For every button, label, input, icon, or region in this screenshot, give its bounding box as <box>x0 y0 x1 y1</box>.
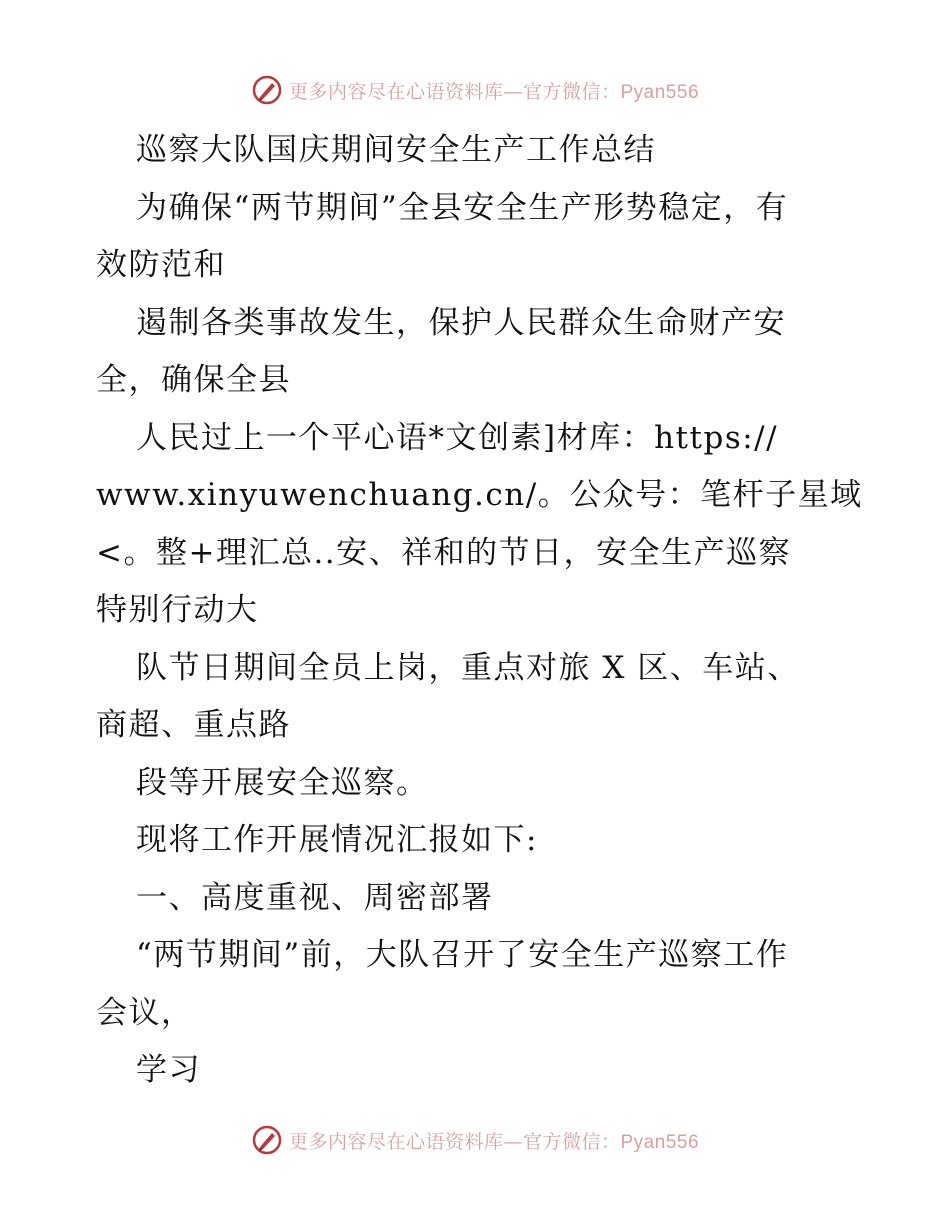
document-body <box>96 122 863 1100</box>
paragraph-line: 效防范和 <box>96 247 226 283</box>
paragraph-line: 商超、重点路 <box>96 707 291 743</box>
paragraph-line: 遏制各类事故发生，保护人民群众生命财产安 <box>136 304 786 341</box>
paragraph-line: <。整+理汇总..安、祥和的节日，安全生产巡察 <box>96 534 792 571</box>
pen-logo-icon <box>251 1124 283 1156</box>
paragraph-line: 为确保“两节期间”全县安全生产形势稳定，有 <box>136 189 789 226</box>
footer-watermark-banner <box>0 1120 950 1160</box>
paragraph-line: 学习 <box>136 1052 201 1088</box>
paragraph-line: www.xinyuwenchuang.cn/。公众号：笔杆子星域 <box>96 477 863 513</box>
paragraph-line: 现将工作开展情况汇报如下: <box>136 822 538 858</box>
watermark-wechat-id: Pyan556 <box>620 81 700 103</box>
watermark-text <box>289 77 699 104</box>
paragraph-line: 队节日期间全员上岗，重点对旅 X 区、车站、 <box>136 649 800 686</box>
document-title: 巡察大队国庆期间安全生产工作总结 <box>136 132 656 168</box>
watermark-text <box>289 1127 699 1154</box>
pen-logo-icon <box>251 74 283 106</box>
paragraph-line: 全，确保全县 <box>96 362 291 398</box>
paragraph-line: 段等开展安全巡察。 <box>136 764 429 801</box>
watermark-label: 更多内容尽在心语资料库—官方微信： <box>288 1130 621 1153</box>
paragraph-line: “两节期间”前，大队召开了安全生产巡察工作 <box>136 937 789 973</box>
paragraph-line: 特别行动大 <box>96 592 259 628</box>
header-watermark-banner <box>0 70 950 110</box>
section-heading: 一、高度重视、周密部署 <box>136 879 494 916</box>
watermark-wechat-id: Pyan556 <box>620 1131 700 1153</box>
watermark-label: 更多内容尽在心语资料库—官方微信： <box>288 80 621 103</box>
paragraph-line: 会议， <box>96 994 194 1031</box>
paragraph-line: 人民过上一个平心语*文创素]材库：https:// <box>136 419 779 456</box>
